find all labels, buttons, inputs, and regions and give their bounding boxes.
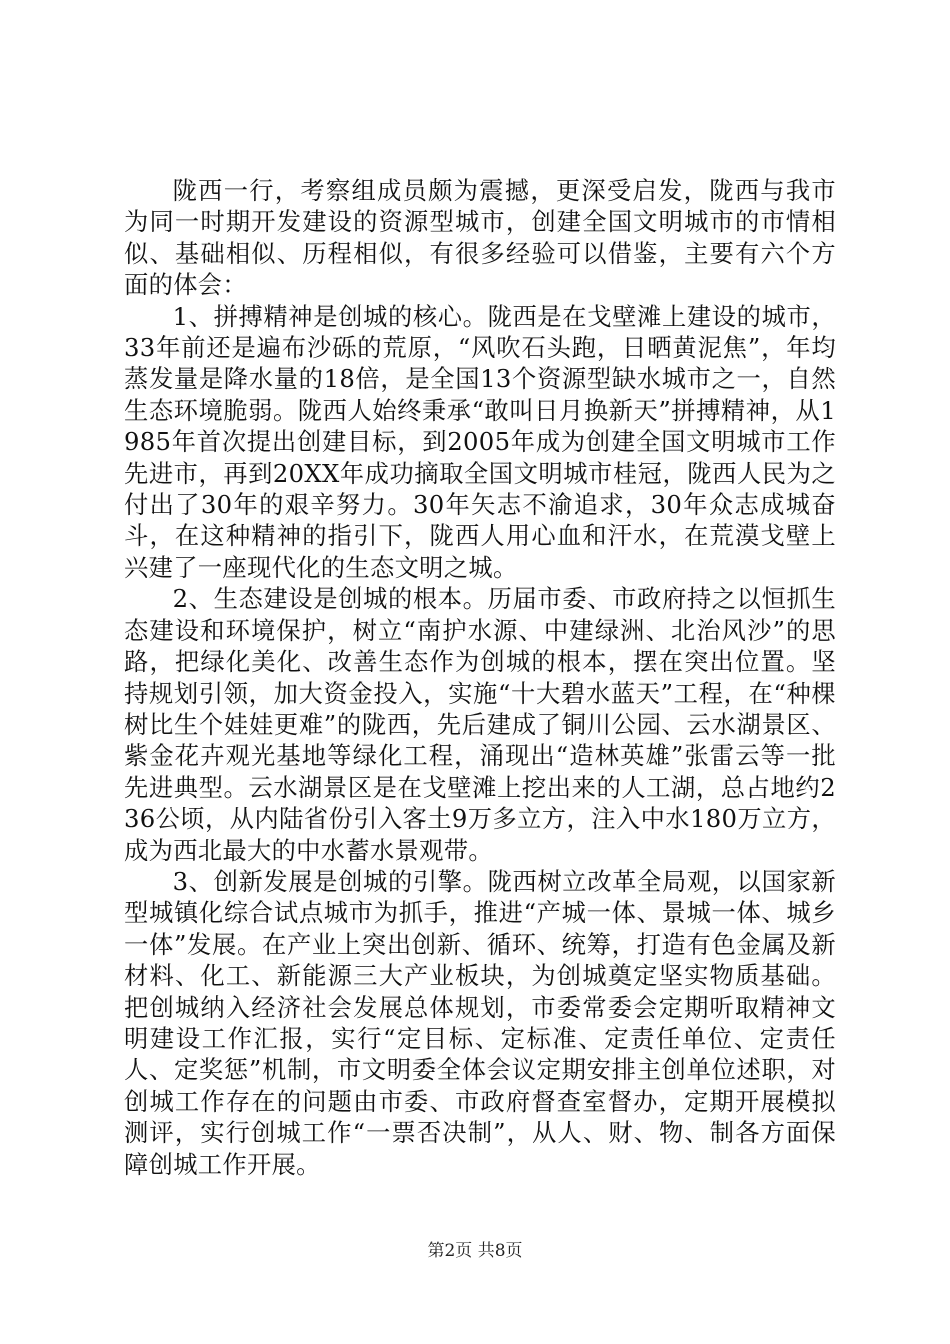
paragraph-point-2: 2、生态建设是创城的根本。历届市委、市政府持之以恒抓生态建设和环境保护，树立“南护水源、中建绿洲、北治风沙”的思路，把绿化美化、改善生态作为创城的根本，摆在突出位置。坚持规划引领，加大资金投入，实施“十大碧水蓝天”工程，在“种棵树比生个娃娃更难”的陇西，先后建成了铜川公园、云水湖景区、紫金花卉观光基地等绿化工程，涌现出“造林英雄”张雷云等一批先进典型。云水湖景区是在戈壁滩上挖出来的人工湖，总占地约236公顷，从内陆省份引入客土9万多立方，注入中水180万立方，成为西北最大的中水蓄水景观带。: [124, 584, 836, 865]
paragraph-point-3: 3、创新发展是创城的引擎。陇西树立改革全局观，以国家新型城镇化综合试点城市为抓手，推进“产城一体、景城一体、城乡一体”发展。在产业上突出创新、循环、统筹，打造有色金属及新材料、化工、新能源三大产业板块，为创城奠定坚实物质基础。把创城纳入经济社会发展总体规划，市委常委会定期听取精神文明建设工作汇报，实行“定目标、定标准、定责任单位、定责任人、定奖惩”机制，市文明委全体会议定期安排主创单位述职，对创城工作存在的问题由市委、市政府督查室督办，定期开展模拟测评，实行创城工作“一票否决制”，从人、财、物、制各方面保障创城工作开展。: [124, 866, 836, 1179]
page-number-footer: 第2页 共8页: [427, 1241, 523, 1261]
paragraph-intro: 陇西一行，考察组成员颇为震撼，更深受启发，陇西与我市为同一时期开发建设的资源型城市，创建全国文明城市的市情相似、基础相似、历程相似，有很多经验可以借鉴，主要有六个方面的体会：: [124, 176, 836, 300]
document-body: [124, 175, 836, 1180]
paragraph-point-1: 1、拼搏精神是创城的核心。陇西是在戈壁滩上建设的城市，33年前还是遍布沙砾的荒原，“风吹石头跑，日晒黄泥焦”，年均蒸发量是降水量的18倍，是全国13个资源型缺水城市之一，自然生态环境脆弱。陇西人始终秉承“敢叫日月换新天”拼搏精神，从1985年首次提出创建目标，到2005年成为创建全国文明城市工作先进市，再到20XX年成功摘取全国文明城市桂冠，陇西人民为之付出了30年的艰辛努力。30年矢志不渝追求，30年众志成城奋斗，在这种精神的指引下，陇西人用心血和汗水，在荒漠戈壁上兴建了一座现代化的生态文明之城。: [124, 301, 836, 582]
